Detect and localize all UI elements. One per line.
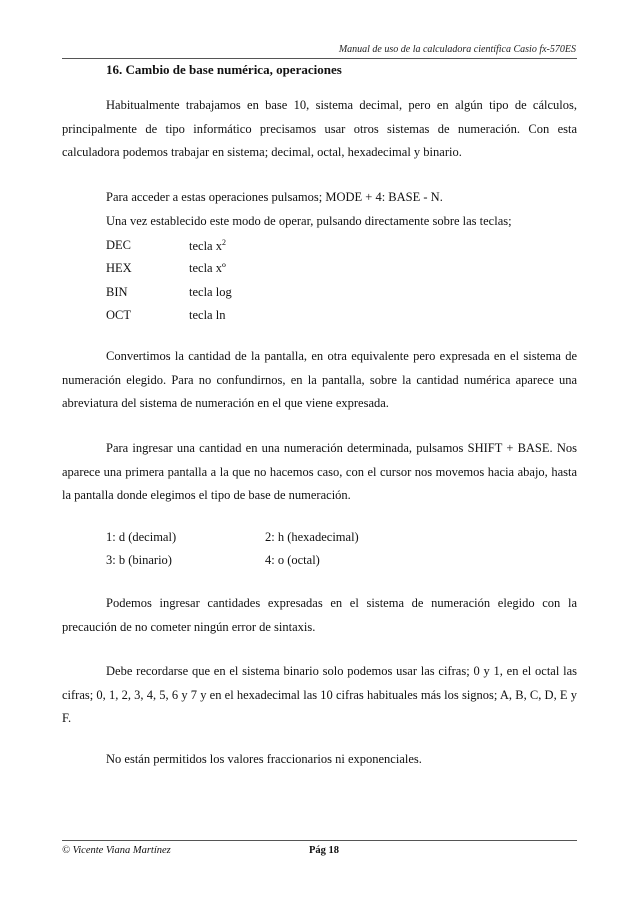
header-rule bbox=[62, 58, 577, 59]
section-title: 16. Cambio de base numérica, operaciones bbox=[106, 62, 342, 77]
footer-rule bbox=[62, 840, 577, 841]
option-binary: 3: b (binario) bbox=[106, 553, 172, 567]
running-header: Manual de uso de la calculadora científica Casio fx-570ES bbox=[338, 44, 576, 55]
key-mode-label: HEX bbox=[106, 261, 132, 275]
paragraph-digits: Debe recordarse que en el sistema binario solo podemos usar las cifras; 0 y 1, en el octal las cifras; 0, 1, 2, 3, 4, 5, 6 y 7 y en el hexadecimal las 10 cifras habituales más los signos; A, B, C, D, E y F. bbox=[62, 664, 577, 725]
key-row-bin bbox=[106, 285, 577, 305]
superscript: 2 bbox=[221, 238, 226, 247]
key-mode-label: DEC bbox=[106, 238, 131, 252]
key-label: tecla xº bbox=[189, 261, 226, 275]
key-row-hex bbox=[106, 261, 577, 281]
paragraph-mode-keys: Una vez establecido este modo de operar, pulsando directamente sobre las teclas; bbox=[106, 214, 512, 228]
option-octal: 4: o (octal) bbox=[265, 553, 320, 567]
option-hexadecimal: 2: h (hexadecimal) bbox=[265, 530, 359, 544]
key-label: tecla $x^2$ bbox=[189, 238, 226, 254]
footer-author: © Vicente Viana Martínez bbox=[62, 845, 171, 856]
key-mode-label: BIN bbox=[106, 285, 128, 299]
paragraph-input: Para ingresar una cantidad en una numeración determinada, pulsamos SHIFT + BASE. Nos aparece una primera pantalla a la que no hacemos caso, con el cursor nos movemos hacia abajo, hasta la pantalla donde elegimos el tipo de base de numeración. bbox=[62, 441, 577, 502]
paragraph-convert: Convertimos la cantidad de la pantalla, en otra equivalente pero expresada en el sistema de numeración elegido. Para no confundirnos, en la pantalla, sobre la cantidad numérica aparece una abreviatura del sistema de numeración en el que viene expresada. bbox=[62, 349, 577, 410]
key-label: tecla log bbox=[189, 285, 232, 299]
key-row-oct bbox=[106, 308, 577, 328]
page-number: Pág 18 bbox=[309, 845, 340, 856]
key-label: tecla ln bbox=[189, 308, 226, 322]
paragraph-access: Para acceder a estas operaciones pulsamos; MODE + 4: BASE - N. bbox=[106, 190, 443, 204]
paragraph-syntax: Podemos ingresar cantidades expresadas en el sistema de numeración elegido con la precaución de no cometer ningún error de sintaxis. bbox=[62, 596, 577, 634]
paragraph-restriction: No están permitidos los valores fraccionarios ni exponenciales. bbox=[106, 752, 422, 766]
paragraph-intro: Habitualmente trabajamos en base 10, sistema decimal, pero en algún tipo de cálculos, principalmente de tipo informático precisamos usar otros sistemas de numeración. Con esta calculadora podemos trabajar en sistema; decimal, octal, hexadecimal y binario. bbox=[62, 98, 577, 159]
key-row-dec bbox=[106, 238, 577, 258]
key-mode-label: OCT bbox=[106, 308, 131, 322]
option-decimal: 1: d (decimal) bbox=[106, 530, 177, 544]
